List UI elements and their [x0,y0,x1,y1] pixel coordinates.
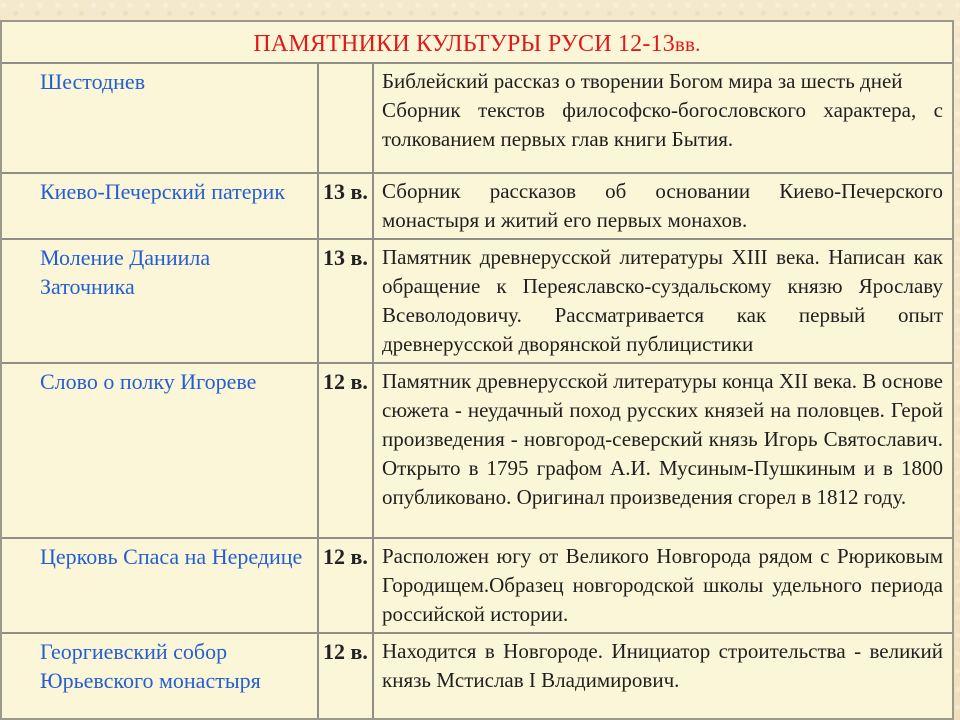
monument-description [373,538,952,633]
content-frame [0,20,954,720]
description-line: Находится в Новгороде. Инициатор строительства - великий князь Мстислав I Владимирович. [382,639,943,692]
description-line: Расположен югу от Великого Новгорода рядом с Рюриковым Городищем.Образец новгородской школы удельного периода российской истории. [382,544,943,626]
table-row [2,363,952,538]
monument-description [373,633,952,720]
table-row [2,173,952,239]
description-line: Сборник текстов философско-богословского характера, с толкованием первых глав книги Бытия. [382,98,943,151]
monument-name: Церковь Спаса на Нередице [2,538,318,633]
monument-description [373,173,952,239]
monument-name: Слово о полку Игореве [2,363,318,538]
monument-name: Шестоднев [40,69,146,94]
description-line: Библейский рассказ о творении Богом мира за шесть дней [382,69,903,93]
table-row [2,538,952,633]
monument-name: Моление Даниила Заточника [2,239,318,363]
monument-date: 12 в. [318,538,373,633]
table-row [2,633,952,720]
table-row [2,239,952,363]
monument-description [373,64,952,173]
monument-name: Георгиевский собор Юрьевского монастыря [2,633,318,720]
monument-date: 13 в. [318,239,373,363]
monument-date: 12 в. [318,633,373,720]
description-line: Памятник древнерусской литературы конца XII века. В основе сюжета - неудачный поход русских князей на половцев. Герой произведения - новгород-северский князь Игорь Святославич. Открыто в 1795 графом А.И. Мусиным-Пушкиным и в 1800 опубликовано. Оригинал произведения сгорел в 1812 году. [382,369,943,509]
monuments-table [2,64,952,720]
monument-date: 13 в. [318,173,373,239]
monument-date [318,64,373,173]
page-title [2,22,952,64]
monument-date: 12 в. [318,363,373,538]
page-title-main: ПАМЯТНИКИ КУЛЬТУРЫ РУСИ 12-13 [253,31,675,57]
table-row [2,64,952,173]
monument-name: Киево-Печерский патерик [2,173,318,239]
page-title-suffix: вв. [674,32,701,56]
description-line: Памятник древнерусской литературы XIII века. Написан как обращение к Переяславско-суздальскому князю Ярославу Всеволодовичу. Рассматривается как первый опыт древнерусской дворянской публицистики [382,245,943,356]
monument-description [373,363,952,538]
description-line: Сборник рассказов об основании Киево-Печерского монастыря и житий его первых монахов. [382,179,943,232]
monument-description [373,239,952,363]
